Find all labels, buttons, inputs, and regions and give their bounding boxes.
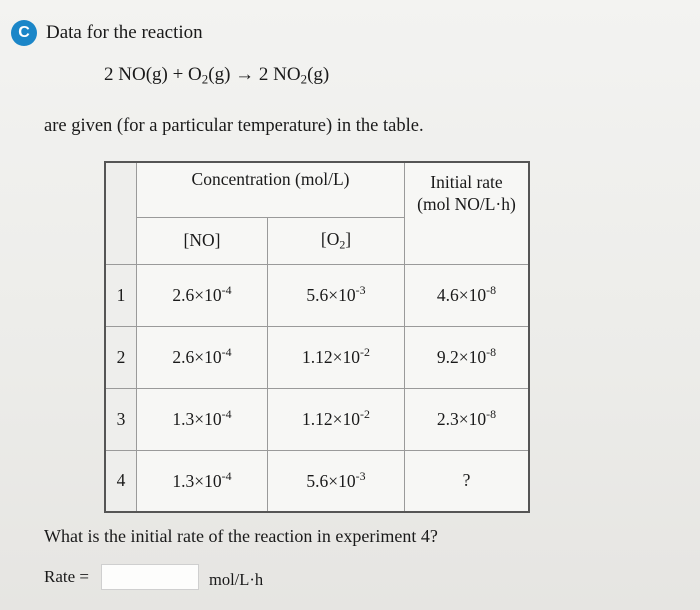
initial-rate-header: Initial rate (mol NO/L·h) [405,162,530,264]
intro-text: Data for the reaction [46,22,203,43]
o2-concentration: $5.6\times 10^{-3}$ [268,450,405,512]
no-concentration: $1.3\times 10^{-4}$ [137,388,268,450]
question-text: What is the initial rate of the reaction in experiment 4? [44,526,438,546]
o2-concentration: $1.12\times 10^{-2}$ [268,326,405,388]
table-row [105,326,529,388]
rate-unit: mol/L·h [209,570,264,589]
unknown-rate: ? [405,450,530,512]
experiment-number: 1 [105,264,137,326]
o2-column-header: $[O_2]$ [268,217,405,264]
experiment-number: 2 [105,326,137,388]
o2-concentration: $1.12\times 10^{-2}$ [268,388,405,450]
concentration-header: Concentration (mol/L) [137,162,405,217]
experiment-number: 3 [105,388,137,450]
table-row [105,450,529,512]
rate-answer-input[interactable] [101,564,199,590]
given-text: are given (for a particular temperature) in the table. [44,116,424,136]
initial-rate: $2.3\times 10^{-8}$ [405,388,530,450]
no-column-header: [NO] [137,217,268,264]
initial-rate: $4.6\times 10^{-8}$ [405,264,530,326]
no-concentration: $2.6\times 10^{-4}$ [137,264,268,326]
rate-data-table [104,161,530,513]
no-concentration: $1.3\times 10^{-4}$ [137,450,268,512]
experiment-number: 4 [105,450,137,512]
initial-rate: $9.2\times 10^{-8}$ [405,326,530,388]
o2-concentration: $5.6\times 10^{-3}$ [268,264,405,326]
table-row [105,264,529,326]
reaction-equation: 2 $NO(g) + O_2(g) \to 2$ $NO_2(g)$ [104,64,330,87]
question-part-badge: C [11,20,37,46]
rate-label: Rate = [44,567,89,586]
no-concentration: $2.6\times 10^{-4}$ [137,326,268,388]
table-row [105,388,529,450]
